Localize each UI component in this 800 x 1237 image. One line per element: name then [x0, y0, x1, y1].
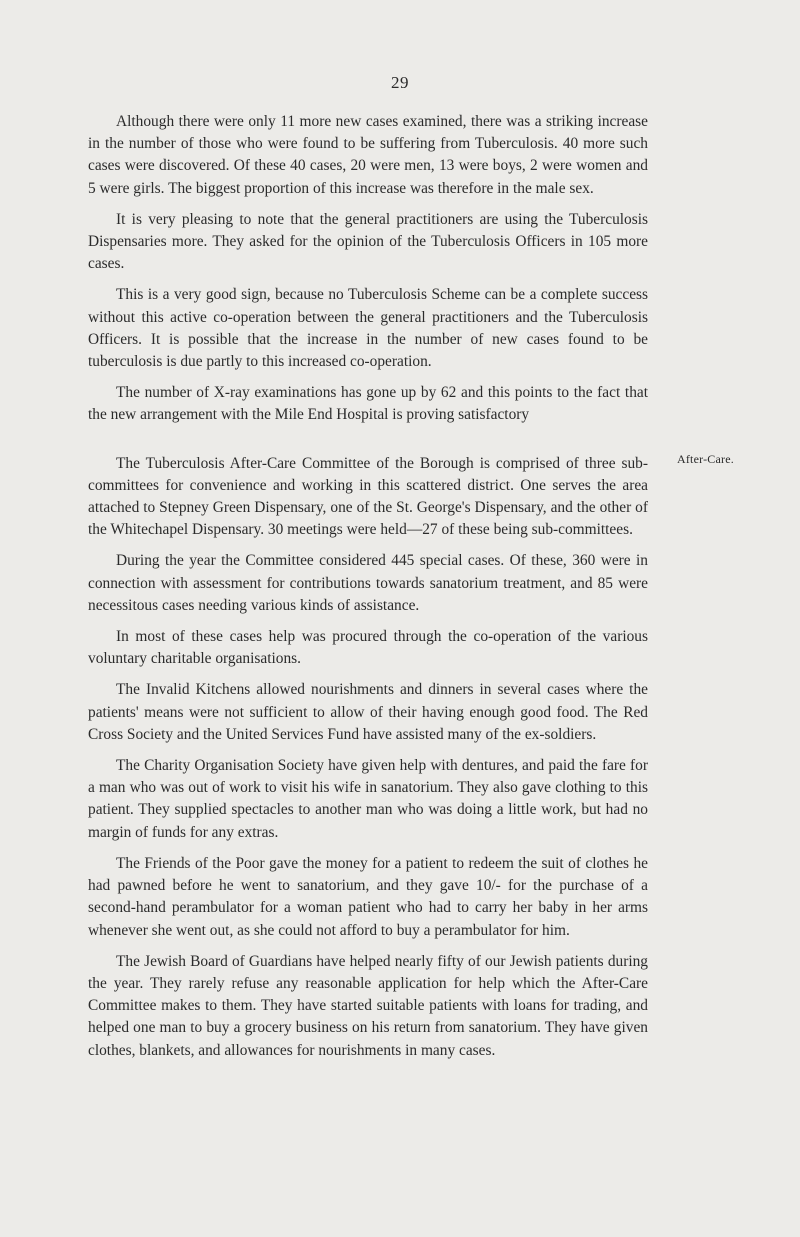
margin-note-after-care: After-Care. [677, 452, 734, 466]
paragraph-after-care-committee: The Tuberculosis After-Care Committee of the Borough is comprised of three sub-committees for convenience and working in this scattered district. One serves the area attached to Stepney Green Dispensary, one of the St. George's Dispensary, and the other of the Whitechapel Dispensary. 30 meetings were held—27 of these being sub-committees. [88, 454, 648, 539]
paragraph-new-cases: Although there were only 11 more new cases examined, there was a striking increase in the number of those who were found to be suffering from Tuberculosis. 40 more such cases were discovered. Of these 40 cases, 20 were men, 13 were boys, 2 were women and 5 were girls. The biggest proportion of this increase was therefore in the male sex. [88, 113, 648, 197]
paragraph-invalid-kitchens: The Invalid Kitchens allowed nourishments and dinners in several cases where the patients' means were not sufficient to allow of their having enough good food. The Red Cross Society and the United Services Fund have assisted many of the ex-soldiers. [88, 681, 648, 743]
body-text [88, 111, 648, 1062]
paragraph-general-practitioners: It is very pleasing to note that the general practitioners are using the Tuberculosis Dispensaries more. They asked for the opinion of the Tuberculosis Officers in 105 more cases. [88, 210, 648, 273]
page-number: 29 [391, 73, 409, 92]
paragraph-x-ray: The number of X-ray examinations has gone up by 62 and this points to the fact that the new arrangement with the Mile End Hospital is proving satisfactory [88, 384, 648, 424]
paragraph-jewish-board: The Jewish Board of Guardians have helped nearly fifty of our Jewish patients during the year. They rarely refuse any reasonable application for help which the After-Care Committee makes to them. They have started suitable patients with loans for trading, and helped one man to buy a grocery business on his return from sanatorium. They have given clothes, blankets, and allowances for nourishments in many cases. [88, 952, 648, 1059]
paragraph-voluntary-organisations: In most of these cases help was procured through the co-operation of the various voluntary charitable organisations. [88, 628, 648, 668]
paragraph-special-cases: During the year the Committee considered 445 special cases. Of these, 360 were in connection with assessment for contributions towards sanatorium treatment, and 85 were necessitous cases needing various kinds of assistance. [88, 552, 648, 614]
paragraph-co-operation: This is a very good sign, because no Tuberculosis Scheme can be a complete success without this active co-operation between the general practitioners and the Tuberculosis Officers. It is possible that the increase in the number of new cases found to be tuberculosis is due partly to this increased co-operation. [88, 286, 648, 371]
paragraph-friends-of-the-poor: The Friends of the Poor gave the money for a patient to redeem the suit of clothes he had pawned before he went to sanatorium, and they gave 10/- for the purchase of a second-hand perambulator for a woman patient who had to carry her baby in her arms whenever she went out, as she could not afford to buy a perambulator for him. [88, 854, 648, 939]
paragraph-charity-organisation: The Charity Organisation Society have given help with dentures, and paid the fare for a man who was out of work to visit his wife in sanatorium. They also gave clothing to this patient. They supplied spectacles to another man who was doing a little work, but had no margin of funds for any extras. [88, 757, 648, 841]
